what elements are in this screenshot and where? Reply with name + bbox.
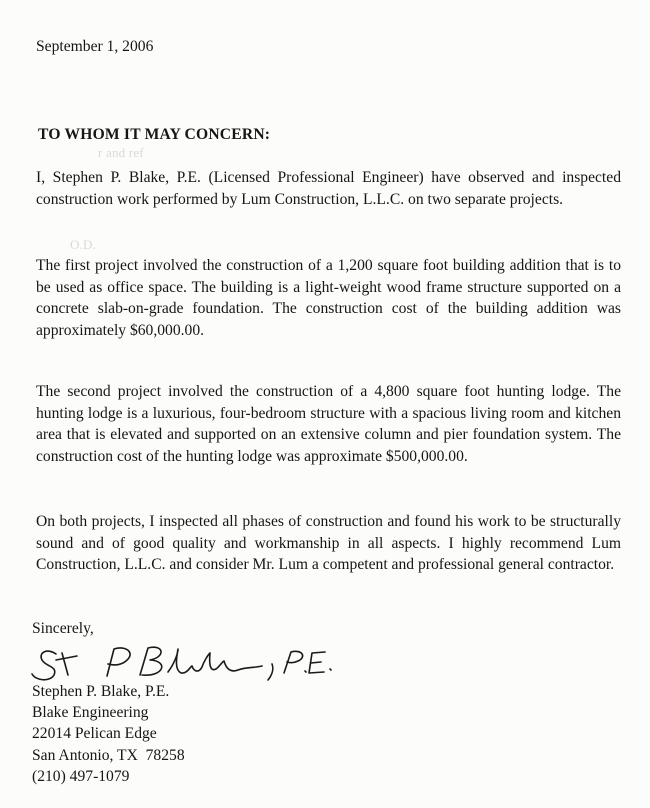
- signature-block: [32, 681, 185, 787]
- signer-name: Stephen P. Blake, P.E.: [32, 683, 170, 700]
- handwritten-signature: [28, 636, 358, 686]
- street-address: 22014 Pelican Edge: [32, 725, 157, 743]
- bleed-through-mark: r and ref: [98, 145, 144, 160]
- closing: Sincerely,: [32, 620, 94, 637]
- bleed-through-mark: O.D.: [70, 237, 97, 252]
- phone-number: (210) 497-1079: [32, 767, 130, 785]
- salutation: TO WHOM IT MAY CONCERN:: [38, 126, 271, 143]
- paragraph-first-project: The first project involved the construction of a 1,200 square foot building addition that is to be used as office space. The building is a light-weight wood frame structure supported on a concrete slab-on-grade foundation. The construction cost of the building addition was approximately $60,000.00.: [36, 257, 621, 339]
- company-name: Blake Engineering: [32, 704, 149, 722]
- city-state-zip: San Antonio, TX 78258: [32, 746, 185, 764]
- paragraph-introduction: I, Stephen P. Blake, P.E. (Licensed Professional Engineer) have observed and inspected construction work performed by Lum Construction, L.L.C. on two separate projects.: [36, 169, 621, 208]
- letter-date: September 1, 2006: [36, 38, 154, 55]
- paragraph-recommendation: On both projects, I inspected all phases of construction and found his work to be structurally sound and of good quality and workmanship in all aspects. I highly recommend Lum Construction, L.L.C. and consider Mr. Lum a competent and professional general contractor.: [36, 513, 621, 573]
- paragraph-second-project: The second project involved the construction of a 4,800 square foot hunting lodge. The hunting lodge is a luxurious, four-bedroom structure with a spacious living room and kitchen area that is elevated and supported on an extensive column and pier foundation system. The construction cost of the hunting lodge was approximate $500,000.00.: [36, 383, 621, 465]
